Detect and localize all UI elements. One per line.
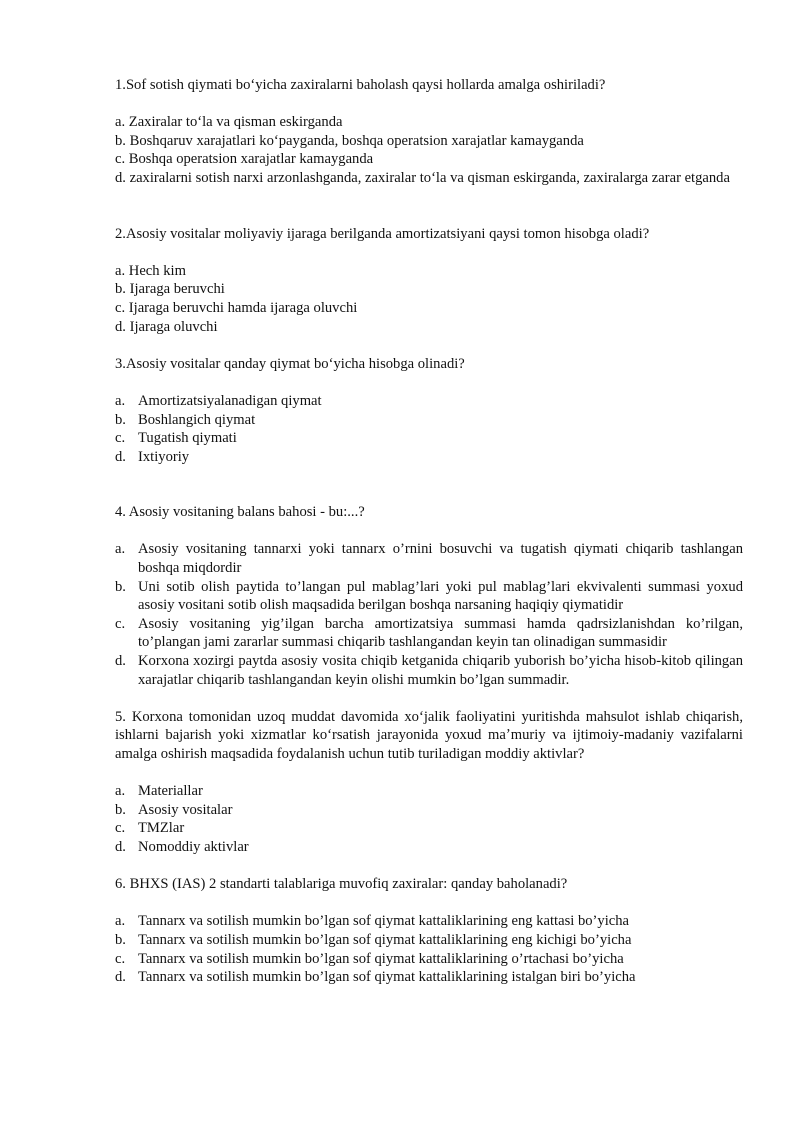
option-3b (115, 411, 743, 430)
option-1c: c. Boshqa operatsion xarajatlar kamayganda (115, 151, 374, 168)
option-label: b. (115, 931, 126, 948)
option-6d (115, 968, 743, 987)
option-label: a. (115, 392, 126, 409)
question-6: 6. BHXS (IAS) 2 standarti talablariga muvofiq zaxiralar: qanday baholanadi? (115, 876, 568, 893)
option-text: Asosiy vositalar (138, 801, 233, 818)
option-label: a. (115, 541, 126, 558)
option-1a: a. Zaxiralar toʻla va qisman eskirganda (115, 114, 343, 131)
option-label: a. (115, 783, 126, 800)
option-label: c. (115, 430, 126, 447)
option-5d (115, 838, 743, 857)
document-page (115, 76, 743, 987)
option-label: c. (115, 950, 126, 967)
question-5: 5. Korxona tomonidan uzoq muddat davomida xoʻjalik faoliyatini yuritishda mahsulot ishlab chiqarish, ishlarni bajarish yoki xizmatlar koʻrsatish jarayonida yoxud maʼmuriy va ijtimoiy-madaniy vazifalarni amalga oshirish maqsadida foydalanish uchun tutib turiladigan moddiy aktivlar? (115, 708, 743, 762)
option-label: d. (115, 838, 126, 855)
option-2d: d. Ijaraga oluvchi (115, 318, 218, 335)
option-text: Tannarx va sotilish mumkin bo’lgan sof qiymat kattaliklarining o’rtachasi bo’yicha (138, 950, 624, 967)
question-5-options (115, 782, 743, 856)
option-2c: c. Ijaraga beruvchi hamda ijaraga oluvchi (115, 299, 358, 316)
option-text: Tugatish qiymati (138, 430, 237, 447)
option-label: b. (115, 578, 126, 595)
option-text: Boshlangich qiymat (138, 411, 256, 428)
option-text: Nomoddiy aktivlar (138, 838, 249, 855)
question-3: 3.Asosiy vositalar qanday qiymat boʻyicha hisobga olinadi? (115, 355, 465, 372)
option-label: d. (115, 448, 126, 465)
option-5b (115, 801, 743, 820)
option-text: Tannarx va sotilish mumkin bo’lgan sof qiymat kattaliklarining eng kattasi bo’yicha (138, 913, 630, 930)
question-4-options (115, 540, 743, 689)
option-2a: a. Hech kim (115, 262, 186, 279)
option-3c (115, 429, 743, 448)
option-text: Tannarx va sotilish mumkin bo’lgan sof qiymat kattaliklarining istalgan biri bo’yicha (138, 969, 636, 986)
option-5a (115, 782, 743, 801)
option-text: TMZlar (138, 820, 185, 837)
option-text: Asosiy vositaning yig’ilgan barcha amortizatsiya summasi hamda qadrsizlanishdan ko’rilgan, to’plangan jami zararlar summasi chiqarib tashlangandan keyin tan olinadigan summasidir (138, 615, 743, 651)
option-4c (115, 615, 743, 652)
option-label: d. (115, 653, 126, 670)
question-2: 2.Asosiy vositalar moliyaviy ijaraga berilganda amortizatsiyani qaysi tomon hisobga oladi? (115, 225, 650, 242)
option-label: c. (115, 615, 126, 632)
question-4: 4. Asosiy vositaning balans bahosi - bu:...? (115, 504, 365, 521)
question-3-options (115, 392, 743, 466)
option-4b (115, 578, 743, 615)
option-text: Uni sotib olish paytida to’langan pul mablag’lari yoki pul mablag’lari ekvivalenti summasi yoxud asosiy vositani sotib olish maqsadida berilgan boshqa narsaning haqiqiy qiymatidir (138, 578, 743, 614)
option-text: Tannarx va sotilish mumkin bo’lgan sof qiymat kattaliklarining eng kichigi bo’yicha (138, 931, 632, 948)
option-text: Amortizatsiyalanadigan qiymat (138, 392, 322, 409)
option-4d (115, 652, 743, 689)
option-4a (115, 540, 743, 577)
option-label: d. (115, 969, 126, 986)
option-1d: d. zaxiralarni sotish narxi arzonlashganda, zaxiralar toʻla va qisman eskirganda, zaxiralarga zarar etganda (115, 169, 730, 186)
option-label: a. (115, 913, 126, 930)
question-1: 1.Sof sotish qiymati boʻyicha zaxiralarni baholash qaysi hollarda amalga oshiriladi? (115, 77, 606, 93)
option-5c (115, 819, 743, 838)
option-label: b. (115, 411, 126, 428)
option-2b: b. Ijaraga beruvchi (115, 281, 225, 298)
option-label: b. (115, 801, 126, 818)
question-2-options (115, 262, 743, 336)
option-text: Ixtiyoriy (138, 448, 190, 465)
question-6-options (115, 912, 743, 986)
option-6b (115, 931, 743, 950)
option-text: Asosiy vositaning tannarxi yoki tannarx o’rnini bosuvchi va tugatish qiymati chiqarib tashlangan boshqa miqdordir (138, 541, 743, 577)
option-label: c. (115, 820, 126, 837)
option-text: Korxona xozirgi paytda asosiy vosita chiqib ketganida chiqarib yuborish bo’yicha hisob-kitob qilingan xarajatlar chiqarib tashlangandan keyin olishi mumkin bo’lgan summadir. (138, 653, 743, 688)
option-3a (115, 392, 743, 411)
option-text: Materiallar (138, 783, 203, 800)
option-6c (115, 950, 743, 969)
option-1b: b. Boshqaruv xarajatlari koʻpayganda, boshqa operatsion xarajatlar kamayganda (115, 132, 584, 149)
option-6a (115, 912, 743, 931)
question-1-options (115, 113, 743, 187)
option-3d (115, 448, 743, 467)
